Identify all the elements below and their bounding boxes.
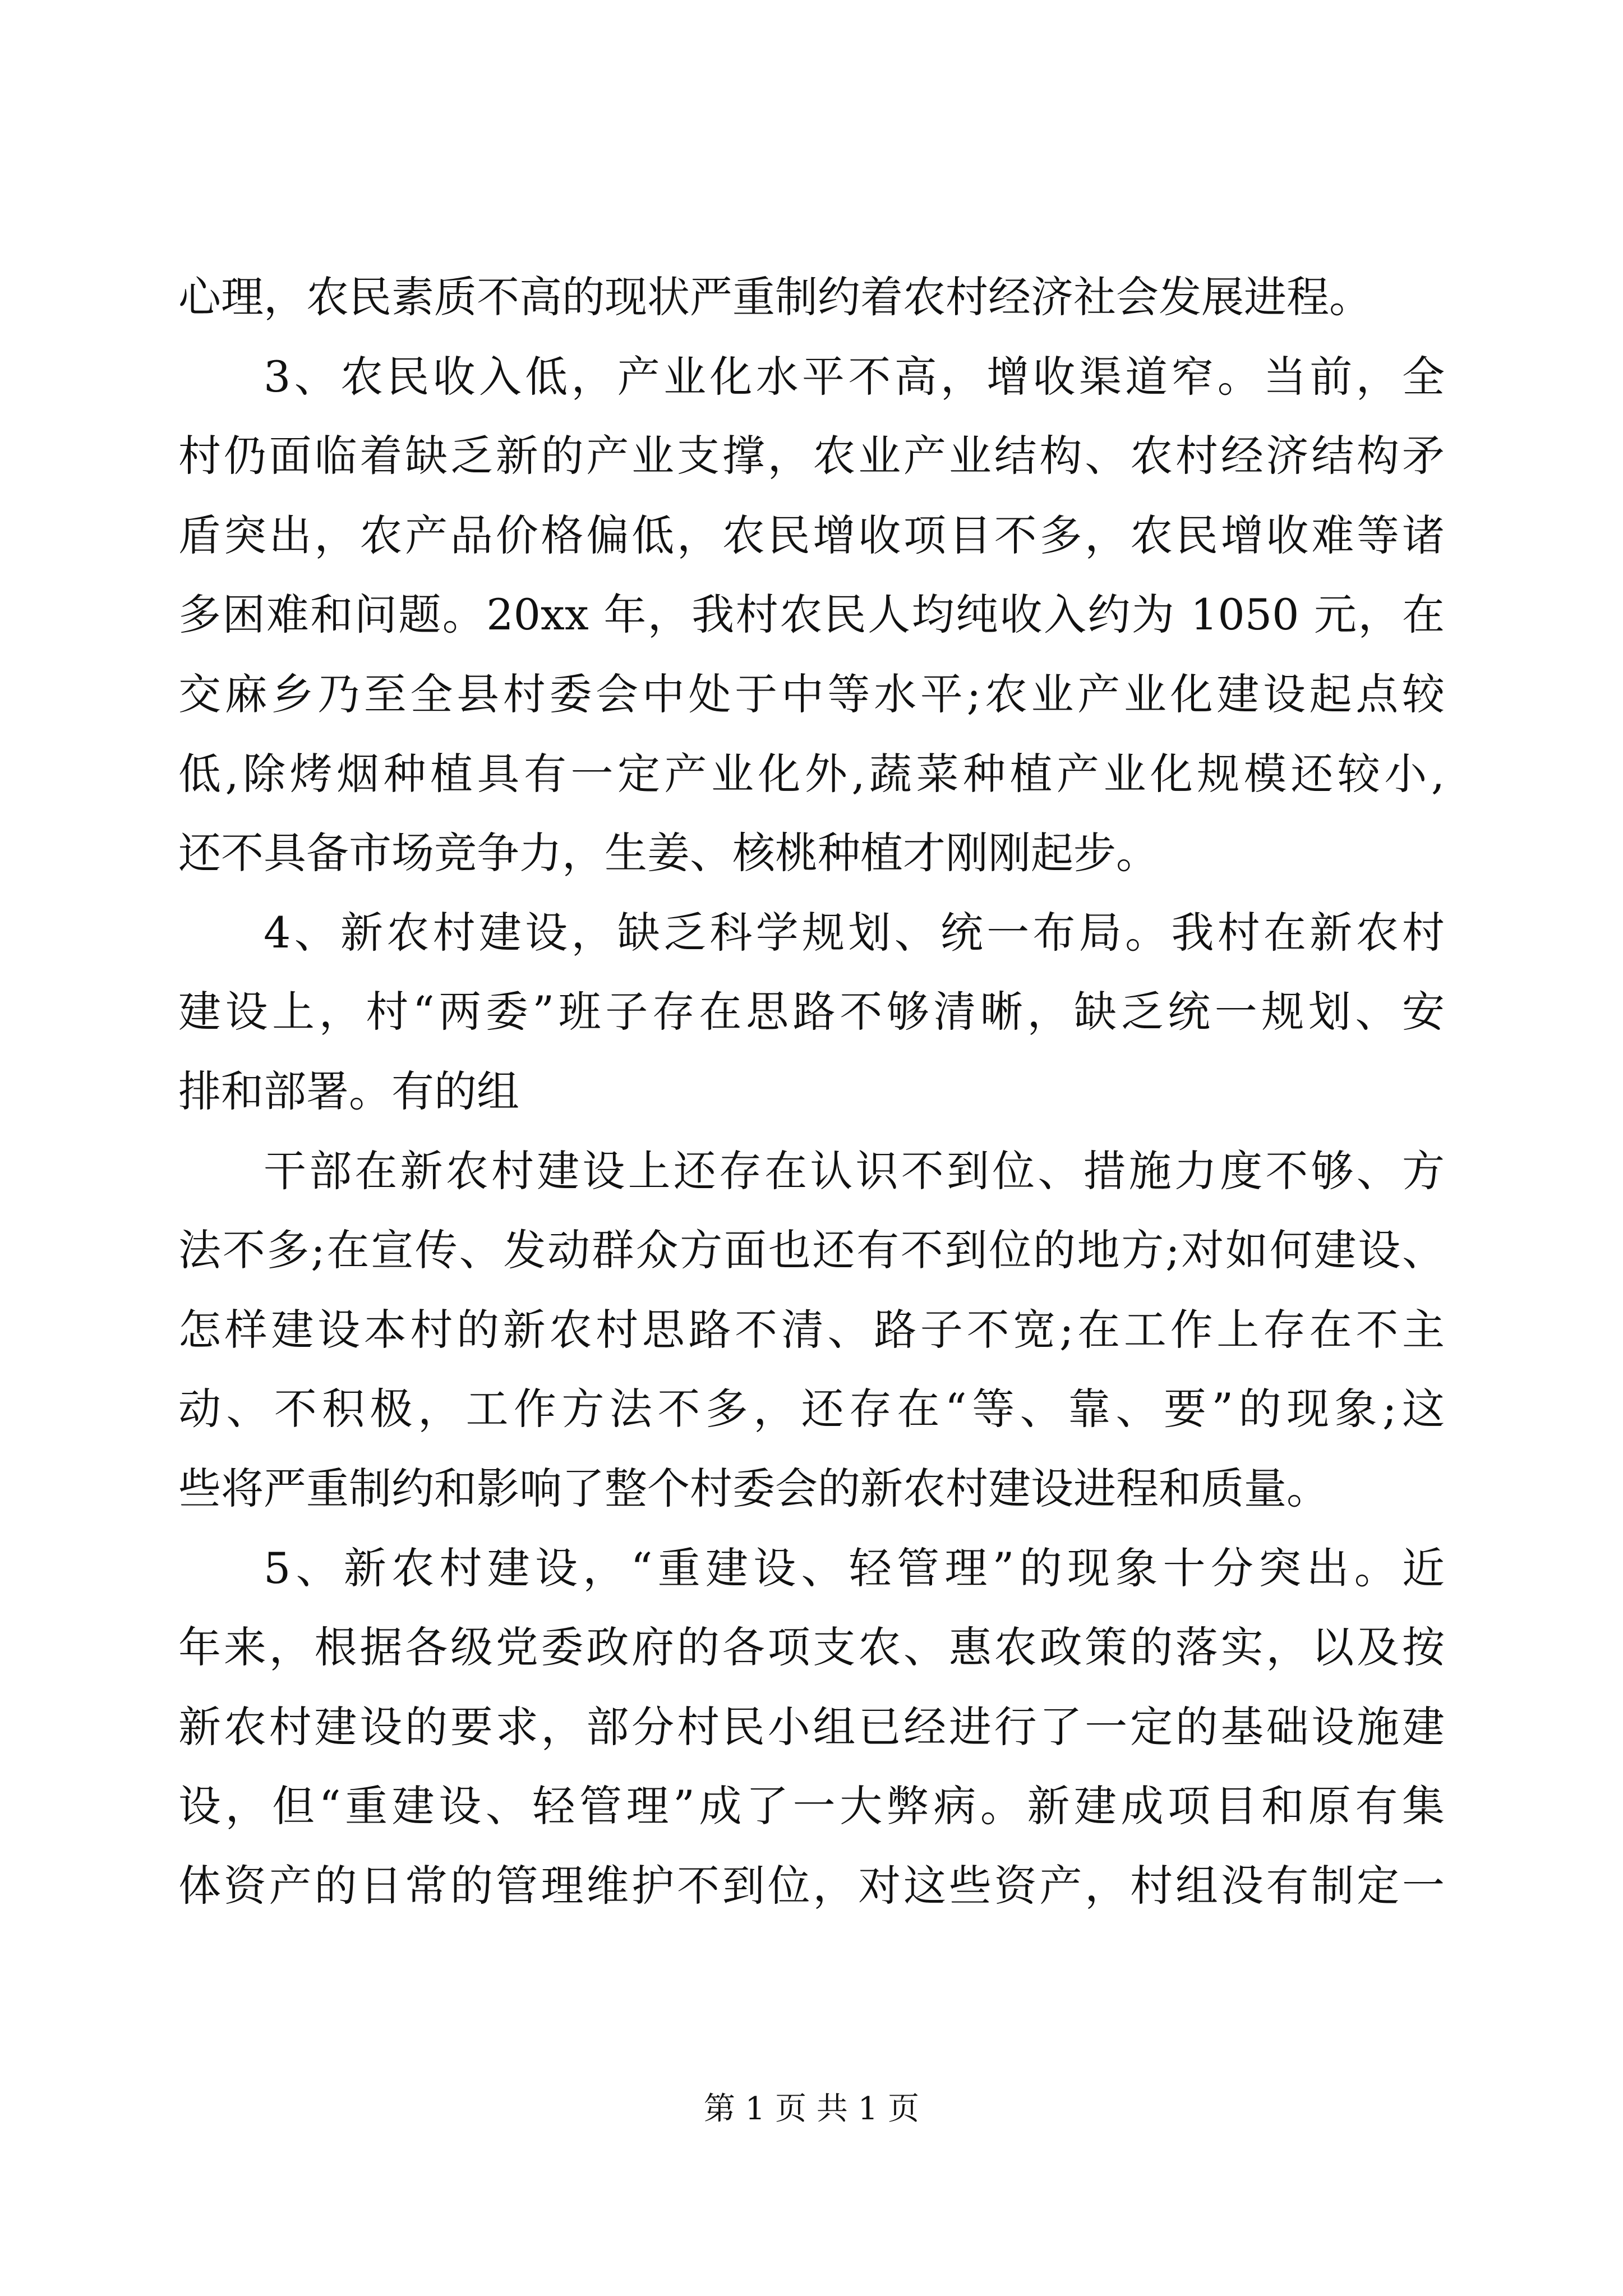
text-line-11: 排和部署。有的组 xyxy=(178,1066,519,1116)
text-line-9: 4、新农村建设，缺乏科学规划、统一布局。我村在新农村 xyxy=(264,907,1445,958)
text-line-4: 盾突出，农产品价格偏低，农民增收项目不多，农民增收难等诸 xyxy=(178,510,1445,560)
text-line-10: 建设上，村“两委”班子存在思路不够清晰，缺乏统一规划、安 xyxy=(178,987,1445,1037)
text-line-13: 法不多;在宣传、发动群众方面也还有不到位的地方;对如何建设、 xyxy=(178,1225,1445,1276)
text-line-12: 干部在新农村建设上还存在认识不到位、措施力度不够、方 xyxy=(264,1145,1445,1196)
text-line-16: 些将严重制约和影响了整个村委会的新农村建设进程和质量。 xyxy=(178,1464,1329,1513)
text-line-20: 设，但“重建设、轻管理”成了一大弊病。新建成项目和原有集 xyxy=(178,1781,1445,1832)
text-line-19: 新农村建设的要求，部分村民小组已经进行了一定的基础设施建 xyxy=(178,1701,1445,1752)
text-line-6: 交麻乡乃至全县村委会中处于中等水平;农业产业化建设起点较 xyxy=(178,669,1445,719)
text-line-2: 3、农民收入低，产业化水平不高，增收渠道窄。当前，全 xyxy=(264,351,1445,402)
text-line-3: 村仍面临着缺乏新的产业支撑，农业产业结构、农村经济结构矛 xyxy=(178,431,1445,481)
text-line-1: 心理，农民素质不高的现状严重制约着农村经济社会发展进程。 xyxy=(178,272,1372,322)
text-line-14: 怎样建设本村的新农村思路不清、路子不宽;在工作上存在不主 xyxy=(178,1304,1445,1355)
text-line-7: 低,除烤烟种植具有一定产业化外,蔬菜种植产业化规模还较小, xyxy=(178,748,1445,799)
text-line-17: 5、新农村建设，“重建设、轻管理”的现象十分突出。近 xyxy=(264,1543,1445,1593)
text-line-21: 体资产的日常的管理维护不到位，对这些资产，村组没有制定一 xyxy=(178,1861,1445,1911)
page-number-footer: 第 1 页 共 1 页 xyxy=(703,2091,920,2127)
text-line-8: 还不具备市场竞争力，生姜、核桃种植才刚刚起步。 xyxy=(178,828,1159,878)
text-line-18: 年来，根据各级党委政府的各项支农、惠农政策的落实，以及按 xyxy=(178,1622,1445,1673)
text-line-5: 多困难和问题。20xx 年，我村农民人均纯收入约为 1050 元，在 xyxy=(178,590,1445,640)
text-line-15: 动、不积极，工作方法不多，还存在“等、靠、要”的现象;这 xyxy=(178,1384,1445,1434)
